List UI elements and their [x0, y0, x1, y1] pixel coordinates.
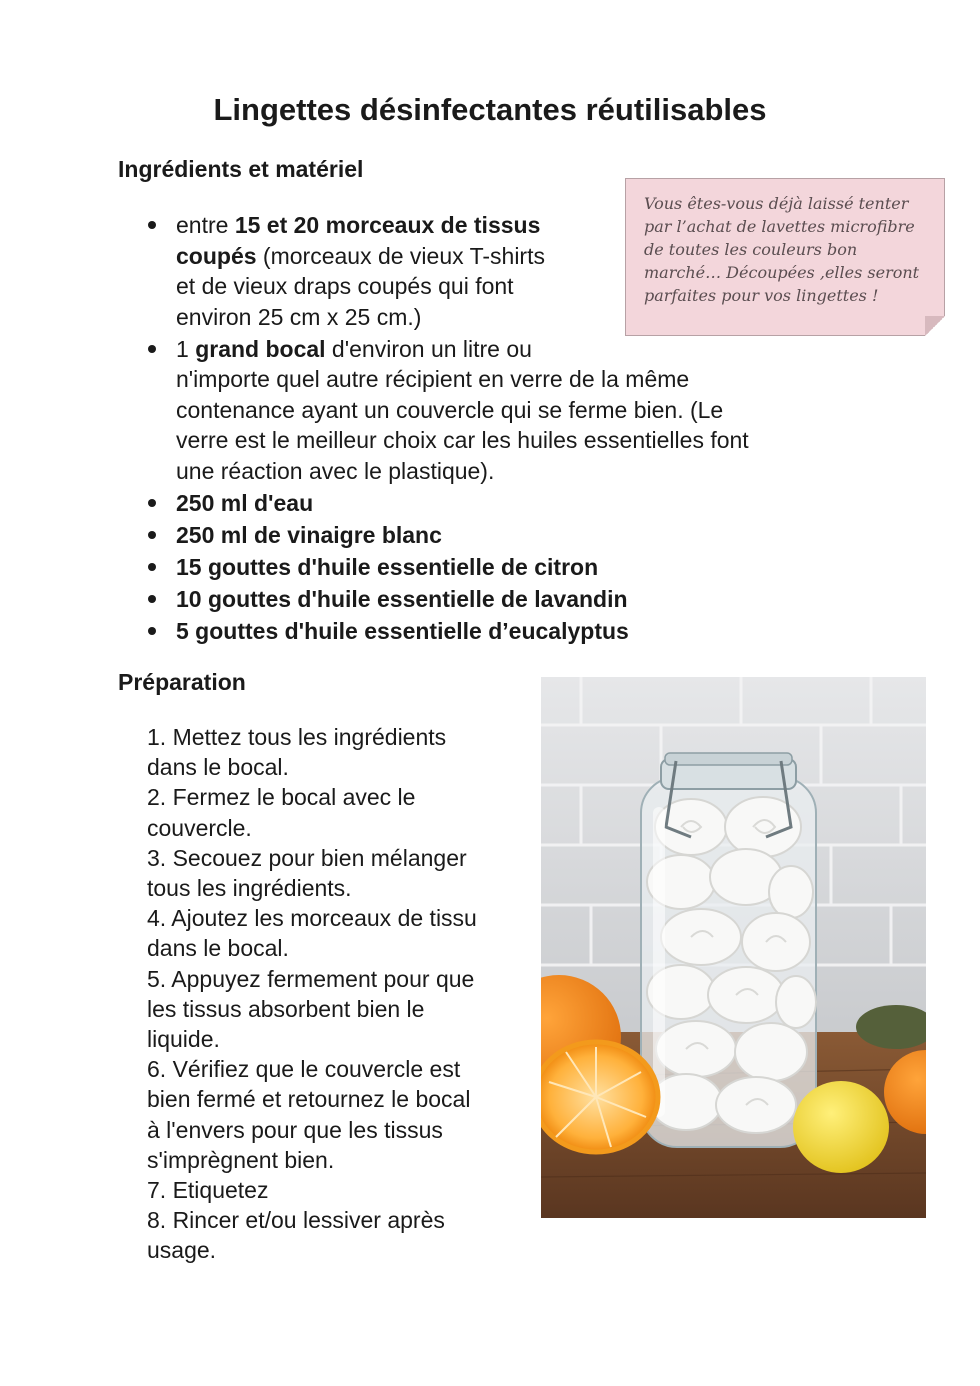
- ingredient-emphasis: 250 ml de vinaigre blanc: [176, 521, 442, 548]
- ingredient-item: [176, 334, 876, 487]
- ingredient-line: [176, 488, 876, 519]
- preparation-step: [147, 1054, 532, 1175]
- preparation-step: [147, 1205, 532, 1265]
- preparation-step-line: usage.: [147, 1237, 217, 1264]
- ingredient-emphasis: 250 ml d'eau: [176, 489, 314, 516]
- preparation-step-line: 8. Rincer et/ou lessiver après: [147, 1207, 445, 1234]
- glass-jar: [641, 753, 816, 1147]
- ingredient-text: environ 25 cm x 25 cm.): [176, 303, 422, 330]
- ingredient-emphasis: 15 gouttes d'huile essentielle de citron: [176, 553, 599, 580]
- preparation-step-line: 5. Appuyez fermement pour que: [147, 965, 475, 992]
- tip-note-line: de toutes les couleurs bon: [644, 240, 858, 259]
- preparation-step-line: tous les ingrédients.: [147, 875, 352, 902]
- ingredients-list: [176, 210, 876, 648]
- preparation-step-line: liquide.: [147, 1026, 220, 1053]
- ingredient-text: entre: [176, 212, 235, 238]
- ingredient-emphasis: 15 et 20 morceaux de tissus: [234, 212, 541, 238]
- preparation-step-line: dans le bocal.: [147, 754, 289, 781]
- preparation-step-line: 4. Ajoutez les morceaux de tissu: [147, 905, 477, 932]
- ingredient-item: [176, 616, 876, 647]
- ingredient-line: [176, 302, 876, 333]
- ingredient-item: [176, 584, 876, 615]
- ingredient-line: [176, 334, 876, 365]
- preparation-step-line: couvercle.: [147, 814, 252, 841]
- preparation-step: [147, 843, 532, 903]
- ingredient-text: n'importe quel autre récipient en verre de la même: [176, 366, 690, 392]
- jar-photo: [541, 677, 926, 1218]
- ingredient-text: (morceaux de vieux T-shirts: [256, 242, 545, 269]
- preparation-step: [147, 722, 532, 782]
- preparation-step-line: 7. Etiquetez: [147, 1177, 269, 1204]
- ingredient-text: verre est le meilleur choix car les huiles essentielles font: [176, 427, 749, 453]
- preparation-steps: [147, 722, 532, 1266]
- ingredient-line: [176, 425, 876, 456]
- preparation-step-line: à l'envers pour que les tissus: [147, 1116, 443, 1143]
- preparation-step-line: 1. Mettez tous les ingrédients: [147, 724, 447, 750]
- tip-note-line: parfaites pour vos lingettes !: [644, 286, 879, 305]
- ingredient-line: [176, 584, 876, 615]
- tip-note-line: marché… Découpées ,elles seront: [644, 263, 920, 282]
- ingredient-text: une réaction avec le plastique).: [176, 457, 495, 484]
- ingredient-item: [176, 488, 876, 519]
- ingredient-text: et de vieux draps coupés qui font: [176, 273, 514, 299]
- ingredient-line: [176, 271, 876, 302]
- ingredient-line: [176, 456, 876, 487]
- ingredient-line: [176, 364, 876, 395]
- preparation-step-line: 2. Fermez le bocal avec le: [147, 784, 416, 811]
- tip-note-line: par l’achat de lavettes microfibre: [644, 217, 915, 236]
- preparation-step-line: bien fermé et retournez le bocal: [147, 1086, 471, 1113]
- ingredient-line: [176, 520, 876, 551]
- preparation-step: [147, 903, 532, 963]
- ingredient-emphasis: grand bocal: [195, 335, 326, 362]
- ingredient-line: [176, 210, 876, 241]
- ingredient-line: [176, 616, 876, 647]
- ingredient-line: [176, 395, 876, 426]
- preparation-step-line: les tissus absorbent bien le: [147, 995, 425, 1022]
- ingredient-item: [176, 520, 876, 551]
- ingredient-line: [176, 552, 876, 583]
- ingredient-text: contenance ayant un couvercle qui se ferme bien. (Le: [176, 396, 724, 423]
- ingredient-text: 1: [176, 335, 196, 362]
- page-title: Lingettes désinfectantes réutilisables: [213, 92, 767, 127]
- ingredient-emphasis: 10 gouttes d'huile essentielle de lavandin: [176, 585, 628, 612]
- preparation-step-line: dans le bocal.: [147, 935, 289, 962]
- preparation-step: [147, 964, 532, 1055]
- ingredients-heading: Ingrédients et matériel: [118, 156, 364, 182]
- ingredient-text: d'environ un litre ou: [325, 335, 532, 362]
- ingredient-emphasis: coupés: [176, 242, 257, 269]
- preparation-step-line: 6. Vérifiez que le couvercle est: [147, 1056, 461, 1083]
- preparation-step: [147, 1175, 532, 1205]
- ingredient-item: [176, 552, 876, 583]
- ingredient-emphasis: 5 gouttes d'huile essentielle d’eucalyptus: [176, 617, 629, 644]
- preparation-step-line: s'imprègnent bien.: [147, 1146, 335, 1173]
- folded-corner: [925, 316, 945, 336]
- preparation-step-line: 3. Secouez pour bien mélanger: [147, 844, 467, 871]
- ingredient-line: [176, 241, 876, 272]
- lemon: [793, 1081, 889, 1173]
- preparation-step: [147, 782, 532, 842]
- tip-note-line: Vous êtes-vous déjà laissé tenter: [644, 194, 909, 213]
- preparation-heading: Préparation: [118, 669, 246, 695]
- ingredient-item: [176, 210, 876, 332]
